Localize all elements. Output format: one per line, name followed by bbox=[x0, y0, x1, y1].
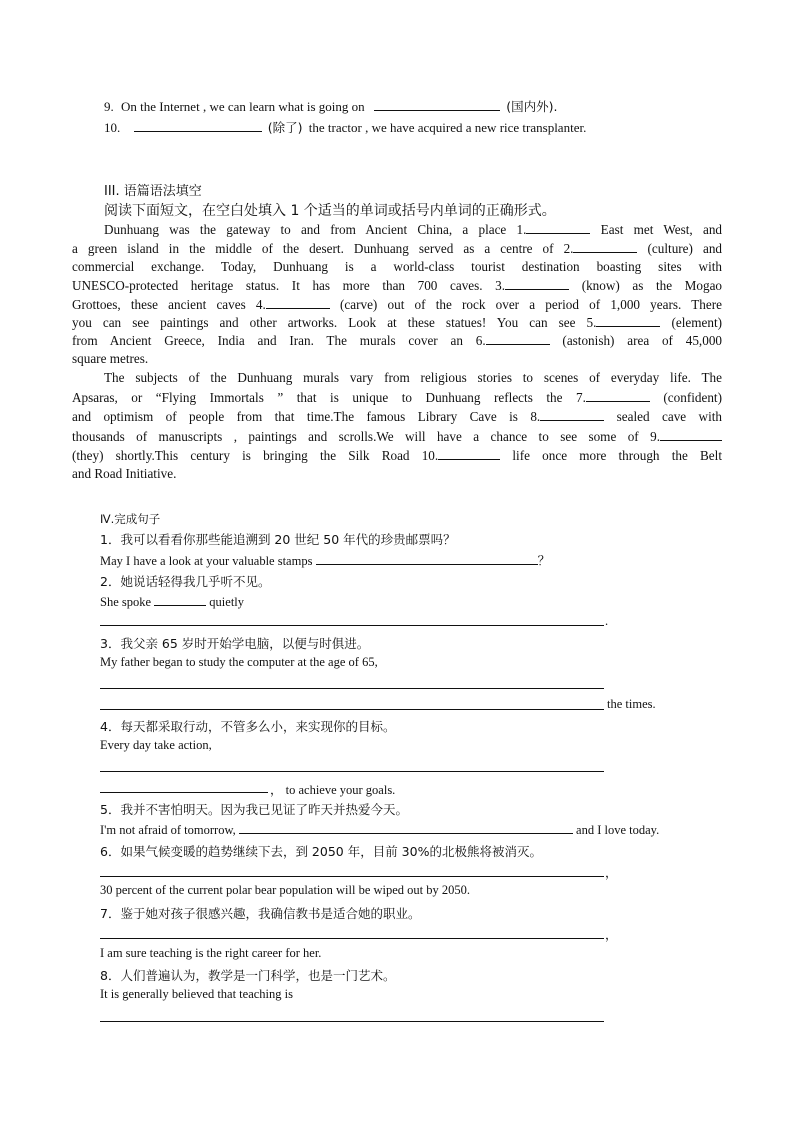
question-hint: (除了) bbox=[267, 120, 303, 135]
answer-blank[interactable] bbox=[154, 593, 206, 606]
passage-line: you can see paintings and other artworks. Look at these statues! You can see 5. (element) bbox=[72, 315, 723, 330]
sentence-end: ， to achieve your goals. bbox=[270, 783, 396, 797]
question-hint: (国内外). bbox=[506, 99, 558, 114]
passage-line: from Ancient Greece, India and Iran. The murals cover an 6. (astonish) area of 45,000 bbox=[72, 333, 723, 348]
answer-blank[interactable] bbox=[134, 119, 262, 132]
answer-blank-10[interactable] bbox=[438, 447, 500, 460]
answer-blank-8[interactable] bbox=[540, 408, 604, 421]
answer-blank-2[interactable] bbox=[573, 240, 637, 253]
answer-line[interactable] bbox=[100, 771, 604, 772]
sentence-5-chinese: 5．我并不害怕明天。因为我已见证了昨天并热爱今天。 bbox=[100, 802, 408, 817]
passage-line: and optimism of people from that time.The famous Library Cave is 8. sealed cave with bbox=[72, 409, 722, 424]
answer-line[interactable] bbox=[100, 1021, 604, 1022]
answer-blank-6[interactable] bbox=[486, 332, 550, 345]
sentence-4-chinese: 4．每天都采取行动，不管多么小，来实现你的目标。 bbox=[100, 719, 396, 734]
passage-line: Grottoes, these ancient caves 4. (carve) out of the rock over a period of 1,000 years. There bbox=[72, 297, 723, 312]
question-9 bbox=[104, 97, 557, 115]
sentence-2-english: She spoke quietly bbox=[100, 595, 245, 609]
sentence-3-chinese: 3．我父亲 65 岁时开始学电脑，以便与时俱进。 bbox=[100, 636, 370, 651]
question-number: 10. bbox=[104, 120, 121, 135]
answer-line[interactable] bbox=[100, 709, 604, 710]
sentence-5-english: I'm not afraid of tomorrow, and I love today. bbox=[100, 823, 660, 837]
section-4-title: Ⅳ.完成句子 bbox=[100, 512, 161, 526]
answer-line[interactable] bbox=[100, 792, 268, 793]
sentence-1-chinese: 1．我可以看看你那些能追溯到 20 世纪 50 年代的珍贵邮票吗？ bbox=[100, 532, 456, 547]
passage-line: a green island in the middle of the desert. Dunhuang served as a centre of 2. (culture) and bbox=[72, 241, 723, 256]
answer-blank[interactable] bbox=[316, 552, 538, 565]
section-3-title: III. 语篇语法填空 bbox=[104, 184, 202, 199]
question-number: 9. bbox=[104, 99, 114, 114]
sentence-end: ， bbox=[605, 927, 618, 942]
passage-line: thousands of manuscripts , paintings and scrolls.We will have a chance to see some of 9. bbox=[72, 428, 722, 445]
question-text: the tractor , we have acquired a new rice transplanter. bbox=[308, 120, 587, 135]
sentence-end: . bbox=[605, 614, 609, 628]
sentence-6-english: 30 percent of the current polar bear population will be wiped out by 2050. bbox=[100, 883, 471, 897]
sentence-7-english: I am sure teaching is the right career for her. bbox=[100, 946, 322, 960]
passage-line: Apsaras, or “Flying Immortals ” that is unique to Dunhuang reflects the 7. (confident) bbox=[72, 390, 722, 405]
sentence-7-chinese: 7．鉴于她对孩子很感兴趣，我确信教书是适合她的职业。 bbox=[100, 906, 421, 921]
sentence-8-english: It is generally believed that teaching is bbox=[100, 987, 293, 1001]
sentence-end: ， bbox=[605, 865, 618, 880]
answer-blank-7[interactable] bbox=[586, 389, 650, 402]
sentence-1-english: May I have a look at your valuable stamps ？ bbox=[100, 553, 551, 568]
answer-line[interactable] bbox=[100, 876, 604, 877]
sentence-end: the times. bbox=[607, 697, 656, 711]
answer-blank[interactable] bbox=[239, 821, 573, 834]
question-text: On the Internet , we can learn what is going on bbox=[121, 99, 365, 114]
answer-blank[interactable] bbox=[374, 98, 500, 111]
passage-line: (they) shortly.This century is bringing the Silk Road 10. life once more through the Belt bbox=[72, 448, 722, 463]
passage-line: UNESCO-protected heritage status. It has more than 700 caves. 3. (know) as the Mogao bbox=[72, 278, 723, 293]
answer-blank-4[interactable] bbox=[266, 296, 330, 309]
answer-line[interactable] bbox=[100, 625, 604, 626]
answer-blank-3[interactable] bbox=[505, 277, 569, 290]
passage-line: square metres. bbox=[72, 351, 149, 366]
passage-line: The subjects of the Dunhuang murals vary from religious stories to scenes of everyday life. The bbox=[104, 370, 722, 385]
sentence-4-english: Every day take action, bbox=[100, 738, 212, 752]
sentence-2-chinese: 2．她说话轻得我几乎听不见。 bbox=[100, 574, 271, 589]
answer-blank-5[interactable] bbox=[596, 314, 660, 327]
passage-line: and Road Initiative. bbox=[72, 466, 177, 481]
answer-blank-1[interactable] bbox=[526, 221, 590, 234]
passage-line: commercial exchange. Today, Dunhuang is a world-class tourist destination boasting sites with bbox=[72, 259, 722, 274]
section-3-instruction: 阅读下面短文，在空白处填入 1 个适当的单词或括号内单词的正确形式。 bbox=[104, 203, 556, 219]
answer-line[interactable] bbox=[100, 688, 604, 689]
answer-blank-9[interactable] bbox=[660, 428, 722, 441]
passage-line: Dunhuang was the gateway to and from Ancient China, a place 1. East met West, and bbox=[104, 222, 723, 237]
sentence-3-english: My father began to study the computer at the age of 65, bbox=[100, 655, 378, 669]
sentence-6-chinese: 6．如果气候变暖的趋势继续下去，到 2050 年，目前 30%的北极熊将被消灭。 bbox=[100, 844, 542, 859]
answer-line[interactable] bbox=[100, 938, 604, 939]
sentence-8-chinese: 8．人们普遍认为，教学是一门科学，也是一门艺术。 bbox=[100, 968, 396, 983]
question-10 bbox=[104, 118, 586, 136]
